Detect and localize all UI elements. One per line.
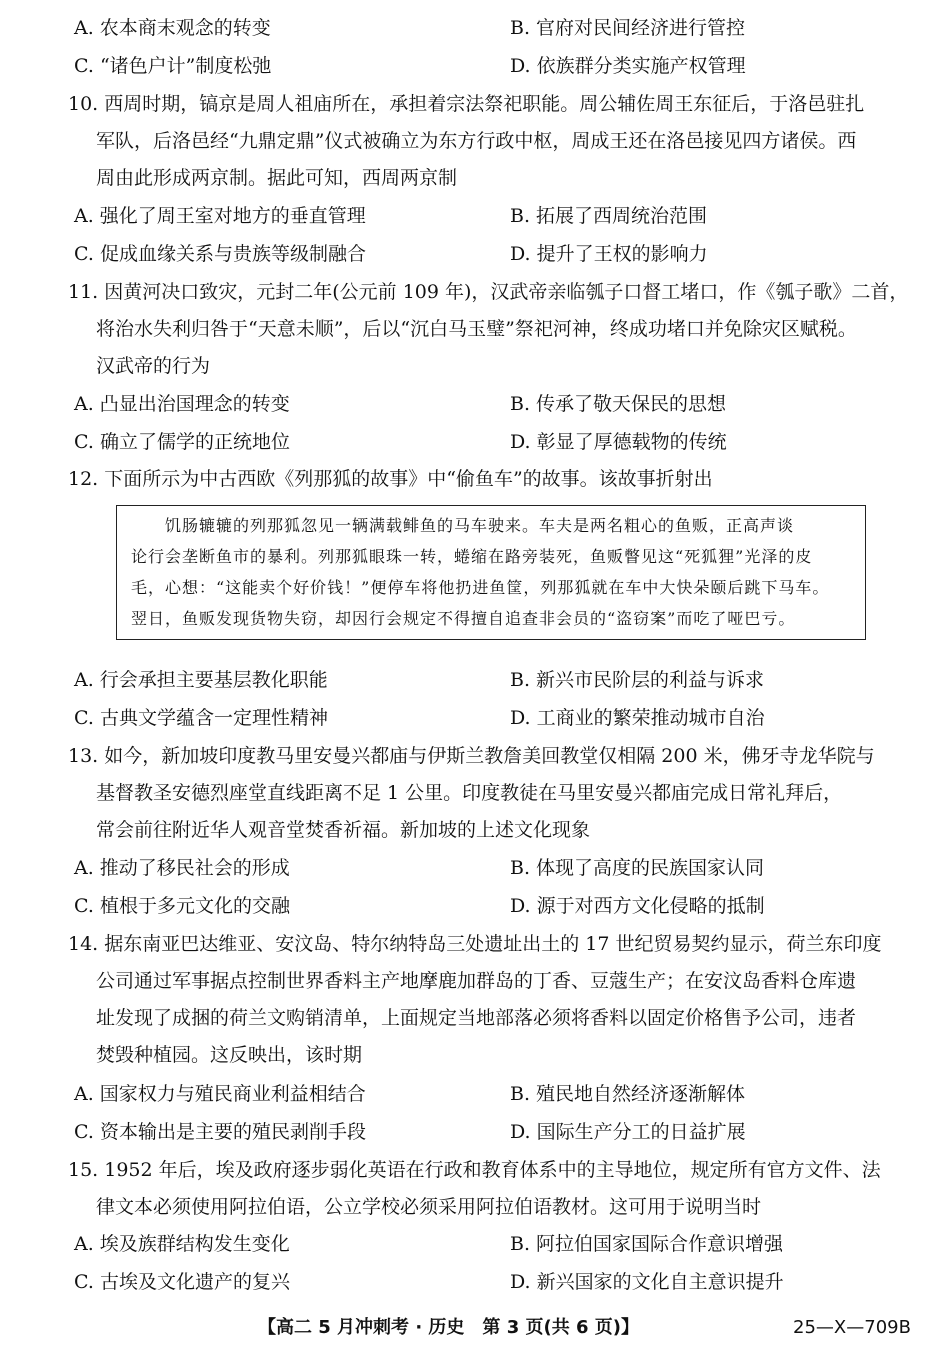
q9-option-a: A. 农本商末观念的转变: [74, 17, 271, 39]
q10-line: 10. 西周时期，镐京是周人祖庙所在，承担着宗法祭祀职能。周公辅佐周王东征后，于洛邑驻扎: [68, 93, 865, 115]
q14-options-row1: [0, 1076, 950, 1112]
q12-option-c: C. 古典文学蕴含一定理性精神: [74, 707, 328, 729]
q12-option-b: B. 新兴市民阶层的利益与诉求: [510, 669, 765, 691]
q12-quote-line: 翌日，鱼贩发现货物失窃，却因行会规定不得擅自追查非会员的“盗窃案”而吃了哑巴亏。: [131, 609, 796, 628]
q9-options-row1: [0, 10, 950, 46]
q9-options-row2: [0, 48, 950, 84]
q14-stem: [68, 926, 910, 1074]
q10-stem: [68, 86, 910, 197]
q15-line: 律文本必须使用阿拉伯语，公立学校必须采用阿拉伯语教材。这可用于说明当时: [96, 1196, 762, 1218]
q10-options-row2: [0, 236, 950, 272]
q9-option-c: C. “诸色户计”制度松弛: [74, 55, 272, 77]
q12-option-d: D. 工商业的繁荣推动城市自治: [510, 707, 765, 729]
q11-line: 将治水失利归咎于“天意未顺”，后以“沉白马玉璧”祭祀河神，终成功堵口并免除灾区赋税。: [96, 318, 857, 340]
q12-option-a: A. 行会承担主要基层教化职能: [74, 669, 328, 691]
q11-line: 11. 因黄河决口致灾，元封二年(公元前 109 年)，汉武帝亲临瓠子口督工堵口，作《瓠子歌》二首，: [68, 281, 909, 303]
q14-line: 址发现了成捆的荷兰文购销清单，上面规定当地部落必须将香料以固定价格售予公司，违者: [96, 1007, 857, 1029]
q15-options-row2: [0, 1264, 950, 1300]
q11-option-a: A. 凸显出治国理念的转变: [74, 393, 290, 415]
q9-option-d: D. 依族群分类实施产权管理: [510, 55, 746, 77]
q12-options-row1: [0, 662, 950, 698]
q12-quote-box: [116, 505, 866, 640]
q13-options-row2: [0, 888, 950, 924]
q11-options-row1: [0, 386, 950, 422]
q12-line: 12. 下面所示为中古西欧《列那狐的故事》中“偷鱼车”的故事。该故事折射出: [68, 468, 713, 490]
q13-line: 基督教圣安德烈座堂直线距离不足 1 公里。印度教徒在马里安曼兴都庙完成日常礼拜后，: [96, 782, 843, 804]
q13-option-a: A. 推动了移民社会的形成: [74, 857, 290, 879]
q13-options-row1: [0, 850, 950, 886]
q15-option-c: C. 古埃及文化遗产的复兴: [74, 1271, 290, 1293]
q13-option-b: B. 体现了高度的民族国家认同: [510, 857, 765, 879]
q13-option-c: C. 植根于多元文化的交融: [74, 895, 290, 917]
q14-line: 公司通过军事据点控制世界香料主产地摩鹿加群岛的丁香、豆蔻生产；在安汶岛香料仓库遗: [96, 970, 857, 992]
q15-options-row1: [0, 1226, 950, 1262]
q12-options-row2: [0, 700, 950, 736]
q10-line: 周由此形成两京制。据此可知，西周两京制: [96, 167, 458, 189]
footer-page-info: 【高二 5 月冲刺考 · 历史 第 3 页(共 6 页)】: [258, 1317, 639, 1338]
q10-options-row1: [0, 198, 950, 234]
q12-quote-line: 论行会垄断鱼市的暴利。列那狐眼珠一转，蜷缩在路旁装死，鱼贩瞥见这“死狐狸”光泽的皮: [131, 547, 813, 566]
q15-option-b: B. 阿拉伯国家国际合作意识增强: [510, 1233, 784, 1255]
q11-options-row2: [0, 424, 950, 460]
q12-quote-line: 毛，心想：“这能卖个好价钱！”便停车将他扔进鱼筐，列那狐就在车中大快朵颐后跳下马车。: [131, 578, 830, 597]
q12-quote-line: 饥肠辘辘的列那狐忽见一辆满载鲱鱼的马车驶来。车夫是两名粗心的鱼贩，正高声谈: [131, 516, 795, 535]
q14-option-d: D. 国际生产分工的日益扩展: [510, 1121, 746, 1143]
q11-line: 汉武帝的行为: [96, 355, 211, 377]
q10-option-c: C. 促成血缘关系与贵族等级制融合: [74, 243, 366, 265]
q13-option-d: D. 源于对西方文化侵略的抵制: [510, 895, 765, 917]
q14-line: 14. 据东南亚巴达维亚、安汶岛、特尔纳特岛三处遗址出土的 17 世纪贸易契约显示，荷兰东印度: [68, 933, 882, 955]
q13-stem: [68, 738, 910, 849]
q14-line: 焚毁种植园。这反映出，该时期: [96, 1044, 363, 1066]
q14-options-row2: [0, 1114, 950, 1150]
q15-option-a: A. 埃及族群结构发生变化: [74, 1233, 290, 1255]
q15-stem: [68, 1152, 910, 1226]
q10-option-b: B. 拓展了西周统治范围: [510, 205, 708, 227]
q15-line: 15. 1952 年后，埃及政府逐步弱化英语在行政和教育体系中的主导地位，规定所有官方文件、法: [68, 1159, 881, 1181]
page-footer: [0, 1313, 950, 1343]
q11-option-c: C. 确立了儒学的正统地位: [74, 431, 290, 453]
q13-line: 13. 如今，新加坡印度教马里安曼兴都庙与伊斯兰教詹美回教堂仅相隔 200 米，佛牙寺龙华院与: [68, 745, 875, 767]
footer-exam-code: 25—X—709B: [793, 1317, 911, 1338]
q14-option-a: A. 国家权力与殖民商业利益相结合: [74, 1083, 366, 1105]
q10-option-a: A. 强化了周王室对地方的垂直管理: [74, 205, 366, 227]
q12-stem: [68, 461, 910, 498]
q11-stem: [68, 274, 910, 385]
q10-line: 军队，后洛邑经“九鼎定鼎”仪式被确立为东方行政中枢，周成王还在洛邑接见四方诸侯。西: [96, 130, 857, 152]
q11-option-b: B. 传承了敬天保民的思想: [510, 393, 727, 415]
q15-option-d: D. 新兴国家的文化自主意识提升: [510, 1271, 784, 1293]
q13-line: 常会前往附近华人观音堂焚香祈福。新加坡的上述文化现象: [96, 819, 591, 841]
q11-option-d: D. 彰显了厚德载物的传统: [510, 431, 727, 453]
q14-option-c: C. 资本输出是主要的殖民剥削手段: [74, 1121, 366, 1143]
q14-option-b: B. 殖民地自然经济逐渐解体: [510, 1083, 746, 1105]
q10-option-d: D. 提升了王权的影响力: [510, 243, 708, 265]
q9-option-b: B. 官府对民间经济进行管控: [510, 17, 746, 39]
